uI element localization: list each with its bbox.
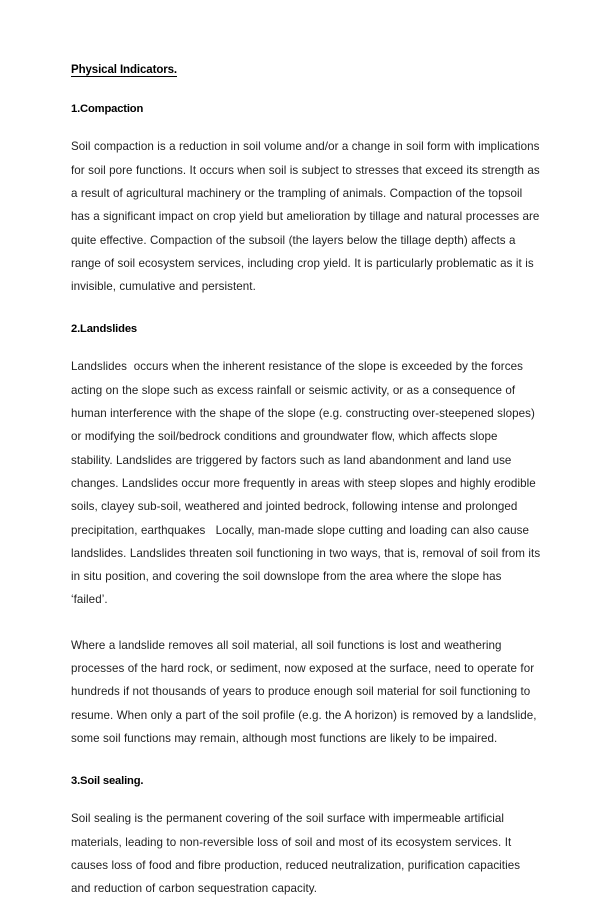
paragraph-soil-sealing-1: Soil sealing is the permanent covering of the soil surface with impermeable artificial materials, leading to non-reversible loss of soil and most of its ecosystem services. It causes loss of food and fibre production, reduced neutralization, purification capacities and reduction of carbon sequestration capacity. bbox=[71, 812, 524, 896]
page-title: Physical Indicators. bbox=[71, 64, 178, 76]
paragraph-landslides-2: Where a landslide removes all soil material, all soil functions is lost and weathering processes of the hard rock, or sediment, now exposed at the surface, need to operate for hundreds if not thousands of years to produce enough soil material for soil functioning to resume. When only a part of the soil profile (e.g. the A horizon) is removed by a landslide, some soil functions may remain, although most functions are likely to be impaired. bbox=[71, 638, 540, 745]
paragraph-compaction-1: Soil compaction is a reduction in soil volume and/or a change in soil form with implications for soil pore functions. It occurs when soil is subject to stresses that exceed its strength as a result of agricultural machinery or the trampling of animals. Compaction of the topsoil has a significant impact on crop yield but amelioration by tillage and natural processes are quite effective. Compaction of the subsoil (the layers below the tillage depth) affects a range of soil ecosystem services, including crop yield. It is particularly problematic as it is invisible, cumulative and persistent. bbox=[71, 140, 544, 294]
paragraph-landslides-1: Landslides occurs when the inherent resistance of the slope is exceeded by the forces acting on the slope such as excess rainfall or seismic activity, or as a consequence of human interference with the shape of the slope (e.g. constructing over-steepened slopes) or modifying the soil/bedrock conditions and groundwater flow, which affects slope stability. Landslides are triggered by factors such as land abandonment and land use changes. Landslides occur more frequently in areas with steep slopes and highly erodible soils, clayey sub-soil, weathered and jointed bedrock, following intense and prolonged precipitation, earthquakes Locally, man-made slope cutting and loading can also cause landslides. Landslides threaten soil functioning in two ways, that is, removal of soil from its in situ position, and covering the soil downslope from the area where the slope has ‘failed’. bbox=[71, 360, 544, 607]
section-heading-soil-sealing: 3.Soil sealing. bbox=[71, 775, 144, 788]
document-body bbox=[71, 63, 544, 900]
section-heading-landslides: 2.Landslides bbox=[71, 323, 137, 336]
section-heading-compaction: 1.Compaction bbox=[71, 103, 144, 116]
